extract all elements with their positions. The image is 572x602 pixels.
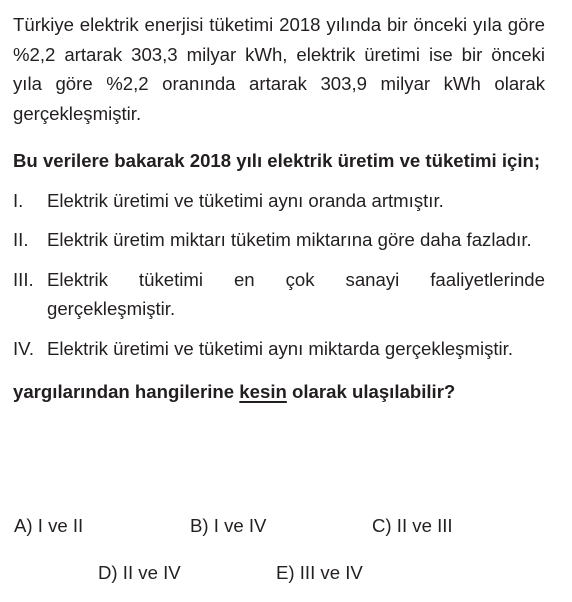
question-block (13, 10, 545, 407)
statement-4 (13, 334, 545, 364)
statement-3 (13, 265, 545, 324)
question-keyword: kesin (239, 381, 287, 402)
statement-2 (13, 225, 545, 255)
statement-number: II. (13, 229, 29, 250)
statement-1 (13, 186, 545, 216)
option-e[interactable]: E) III ve IV (276, 562, 363, 583)
option-a[interactable]: A) I ve II (14, 515, 84, 536)
statement-text: Elektrik üretimi ve tüketimi aynı miktarda gerçekleşmiştir. (47, 337, 514, 359)
statement-text: Elektrik üretimi ve tüketimi aynı oranda artmıştır. (47, 189, 444, 211)
option-b[interactable]: B) I ve IV (190, 515, 267, 536)
question-text-before: yargılarından hangilerine (13, 381, 240, 402)
question-stem: Bu verilere bakarak 2018 yılı elektrik üretim ve tüketimi için; (13, 150, 541, 171)
statement-number: III. (13, 268, 34, 290)
statement-list (13, 186, 545, 364)
statement-number: I. (13, 189, 24, 211)
question-prompt (13, 377, 545, 407)
question-text-after: olarak ulaşılabilir? (286, 381, 456, 402)
statement-text: Elektrik üretim miktarı tüketim miktarına göre daha fazladır. (47, 229, 532, 250)
statement-number: IV. (13, 337, 35, 359)
option-c[interactable]: C) II ve III (372, 515, 453, 536)
intro-paragraph: Türkiye elektrik enerjisi tüketimi 2018 yılında bir önceki yıla göre %2,2 artarak 303,3 milyar kWh, elektrik üretimi ise bir önceki yıla göre %2,2 oranında artarak 303,9 milyar kWh olarak gerçekleşmiştir. (13, 14, 545, 124)
option-d[interactable]: D) II ve IV (98, 562, 181, 583)
statement-text: Elektrik tüketimi en çok sanayi faaliyetlerinde gerçekleşmiştir. (47, 268, 545, 319)
